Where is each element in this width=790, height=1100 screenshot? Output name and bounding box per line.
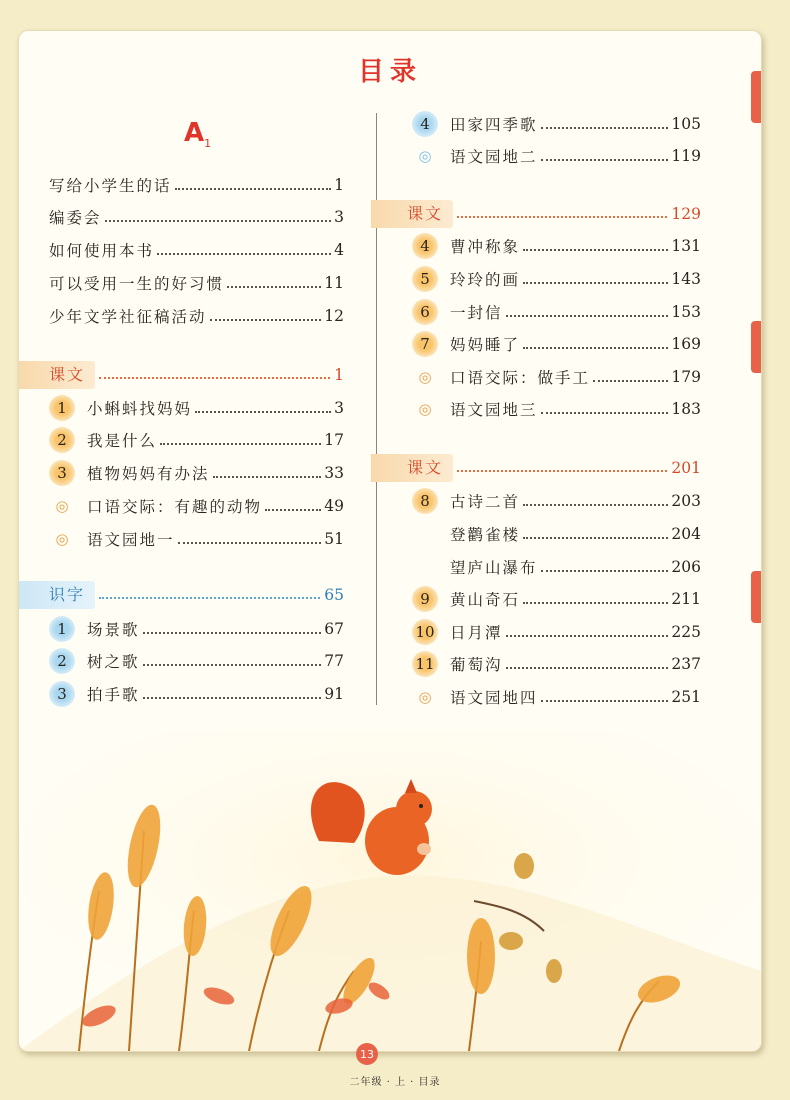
section-page: 129 <box>671 205 701 223</box>
toc-entry[interactable] <box>49 428 344 452</box>
leader-dots <box>523 504 668 506</box>
circle-bullet-icon: ◎ <box>418 400 432 418</box>
entry-page: 251 <box>671 688 701 706</box>
entry-title: 曹冲称象 <box>450 238 521 256</box>
entry-title: 黄山奇石 <box>450 591 521 609</box>
leader-dots <box>195 411 331 413</box>
lesson-number-badge: 1 <box>49 616 75 642</box>
page-number-badge: 13 <box>356 1043 378 1065</box>
entry-title: 口语交际：有趣的动物 <box>87 498 263 516</box>
entry-page: 49 <box>324 497 344 515</box>
leader-dots <box>99 597 320 599</box>
entry-title: 妈妈睡了 <box>450 336 521 354</box>
leader-dots <box>541 570 669 572</box>
lesson-number-badge: 7 <box>412 331 438 357</box>
toc-entry[interactable] <box>49 649 344 673</box>
entry-page: 1 <box>334 176 344 194</box>
entry-page: 119 <box>671 147 701 165</box>
leader-dots <box>506 635 669 637</box>
entry-page: 204 <box>671 525 701 543</box>
leader-dots <box>541 159 669 161</box>
lesson-number-badge: 4 <box>412 233 438 259</box>
leader-dots <box>99 377 330 379</box>
circle-bullet-icon: ◎ <box>55 497 69 515</box>
entry-title: 口语交际：做手工 <box>450 369 591 387</box>
toc-entry[interactable] <box>412 332 701 356</box>
entry-title: 葡萄沟 <box>450 656 503 674</box>
section-label: 识字 <box>19 581 95 609</box>
volume-subscript: 1 <box>204 137 212 151</box>
section-label: 课文 <box>19 361 95 389</box>
entry-page: 77 <box>324 652 344 670</box>
leader-dots <box>457 216 667 218</box>
leader-dots <box>523 249 668 251</box>
entry-page: 179 <box>671 368 701 386</box>
leader-dots <box>265 509 321 511</box>
leader-dots <box>541 412 669 414</box>
lesson-number-badge: 3 <box>49 681 75 707</box>
entry-title: 我是什么 <box>87 432 158 450</box>
leader-dots <box>160 443 321 445</box>
toc-entry[interactable] <box>49 238 344 262</box>
autumn-squirrel-illustration <box>19 731 761 1051</box>
lesson-number-badge: 5 <box>412 266 438 292</box>
leader-dots <box>105 220 332 222</box>
toc-entry[interactable] <box>49 494 344 518</box>
entry-title: 语文园地一 <box>87 531 175 549</box>
leader-dots <box>143 632 322 634</box>
circle-bullet-icon: ◎ <box>418 688 432 706</box>
entry-title: 如何使用本书 <box>49 242 155 260</box>
leader-dots <box>523 537 668 539</box>
toc-entry[interactable] <box>49 617 344 641</box>
entry-title: 登鹳雀楼 <box>450 526 521 544</box>
entry-title: 语文园地二 <box>450 148 538 166</box>
section-header-shizi[interactable] <box>19 581 344 609</box>
leader-dots <box>227 286 321 288</box>
entry-page: 225 <box>671 623 701 641</box>
entry-page: 33 <box>324 464 344 482</box>
entry-page: 91 <box>324 685 344 703</box>
toc-entry[interactable] <box>412 300 701 324</box>
entry-title: 植物妈妈有办法 <box>87 465 210 483</box>
entry-page: 153 <box>671 303 701 321</box>
entry-title: 场景歌 <box>87 621 140 639</box>
section-header-kewen-3[interactable] <box>371 454 701 482</box>
toc-entry[interactable] <box>412 112 701 136</box>
leader-dots <box>457 470 667 472</box>
toc-entry[interactable] <box>412 587 701 611</box>
entry-page: 17 <box>324 431 344 449</box>
section-page: 65 <box>324 586 344 604</box>
section-header-kewen-1[interactable] <box>19 361 344 389</box>
section-label: 课文 <box>371 200 453 228</box>
toc-entry[interactable] <box>412 652 701 676</box>
leader-dots <box>541 700 669 702</box>
entry-page: 51 <box>324 530 344 548</box>
leader-dots <box>143 697 322 699</box>
lesson-number-badge: 2 <box>49 648 75 674</box>
toc-sub-entry[interactable] <box>412 555 701 579</box>
leader-dots <box>523 282 668 284</box>
entry-page: 12 <box>324 307 344 325</box>
lesson-number-badge: 2 <box>49 427 75 453</box>
leader-dots <box>157 253 331 255</box>
entry-page: 183 <box>671 400 701 418</box>
entry-page: 206 <box>671 558 701 576</box>
toc-entry[interactable] <box>49 682 344 706</box>
entry-title: 田家四季歌 <box>450 116 538 134</box>
edge-tab <box>751 321 761 373</box>
leader-dots <box>593 380 668 382</box>
leader-dots <box>523 347 668 349</box>
section-page: 1 <box>334 366 344 384</box>
toc-entry[interactable] <box>49 271 344 295</box>
toc-entry[interactable] <box>49 461 344 485</box>
toc-entry[interactable] <box>49 205 344 229</box>
entry-page: 169 <box>671 335 701 353</box>
circle-bullet-icon: ◎ <box>55 530 69 548</box>
edge-tab <box>751 571 761 623</box>
toc-entry[interactable] <box>412 620 701 644</box>
toc-entry[interactable] <box>412 365 701 389</box>
entry-page: 211 <box>671 590 701 608</box>
leader-dots <box>541 127 669 129</box>
lesson-number-badge: 9 <box>412 586 438 612</box>
section-page: 201 <box>671 459 701 477</box>
lesson-number-badge: 8 <box>412 488 438 514</box>
entry-title: 树之歌 <box>87 653 140 671</box>
entry-page: 203 <box>671 492 701 510</box>
toc-sub-entry[interactable] <box>412 522 701 546</box>
leader-dots <box>213 476 322 478</box>
volume-mark <box>184 118 211 150</box>
entry-title: 写给小学生的话 <box>49 177 172 195</box>
footer-caption: 二年级 · 上 · 目录 <box>349 1077 441 1088</box>
leader-dots <box>143 664 322 666</box>
page-title: 目录 <box>357 57 422 87</box>
toc-entry[interactable] <box>412 234 701 258</box>
lesson-number-badge: 6 <box>412 299 438 325</box>
section-label: 课文 <box>371 454 453 482</box>
entry-title: 拍手歌 <box>87 686 140 704</box>
entry-page: 4 <box>334 241 344 259</box>
circle-bullet-icon: ◎ <box>418 147 432 165</box>
entry-title: 语文园地三 <box>450 401 538 419</box>
entry-page: 67 <box>324 620 344 638</box>
entry-title: 望庐山瀑布 <box>450 559 538 577</box>
entry-page: 131 <box>671 237 701 255</box>
leader-dots <box>210 319 322 321</box>
toc-entry[interactable] <box>412 489 701 513</box>
entry-title: 一封信 <box>450 304 503 322</box>
entry-title: 小蝌蚪找妈妈 <box>87 400 193 418</box>
toc-entry[interactable] <box>49 304 344 328</box>
entry-page: 237 <box>671 655 701 673</box>
lesson-number-badge: 4 <box>412 111 438 137</box>
toc-entry[interactable] <box>49 396 344 420</box>
toc-entry[interactable] <box>412 685 701 709</box>
leader-dots <box>523 602 668 604</box>
leader-dots <box>506 667 669 669</box>
entry-title: 可以受用一生的好习惯 <box>49 275 225 293</box>
toc-entry[interactable] <box>412 397 701 421</box>
entry-title: 日月潭 <box>450 624 503 642</box>
entry-title: 编委会 <box>49 209 102 227</box>
toc-entry[interactable] <box>412 267 701 291</box>
entry-title: 语文园地四 <box>450 689 538 707</box>
leader-dots <box>175 188 332 190</box>
entry-title: 古诗二首 <box>450 493 521 511</box>
entry-title: 少年文学社征稿活动 <box>49 308 207 326</box>
volume-letter: A <box>184 118 205 148</box>
entry-page: 105 <box>671 115 701 133</box>
leader-dots <box>506 315 669 317</box>
lesson-number-badge: 3 <box>49 460 75 486</box>
toc-entry[interactable] <box>49 173 344 197</box>
lesson-number-badge: 10 <box>412 619 438 645</box>
lesson-number-badge: 1 <box>49 395 75 421</box>
entry-page: 143 <box>671 270 701 288</box>
lesson-number-badge: 11 <box>412 651 438 677</box>
page-card <box>18 30 762 1052</box>
entry-page: 3 <box>334 208 344 226</box>
leader-dots <box>178 542 322 544</box>
toc-entry[interactable] <box>49 527 344 551</box>
entry-page: 3 <box>334 399 344 417</box>
entry-title: 玲玲的画 <box>450 271 521 289</box>
circle-bullet-icon: ◎ <box>418 368 432 386</box>
section-header-kewen-2[interactable] <box>371 200 701 228</box>
entry-page: 11 <box>324 274 344 292</box>
toc-entry[interactable] <box>412 144 701 168</box>
